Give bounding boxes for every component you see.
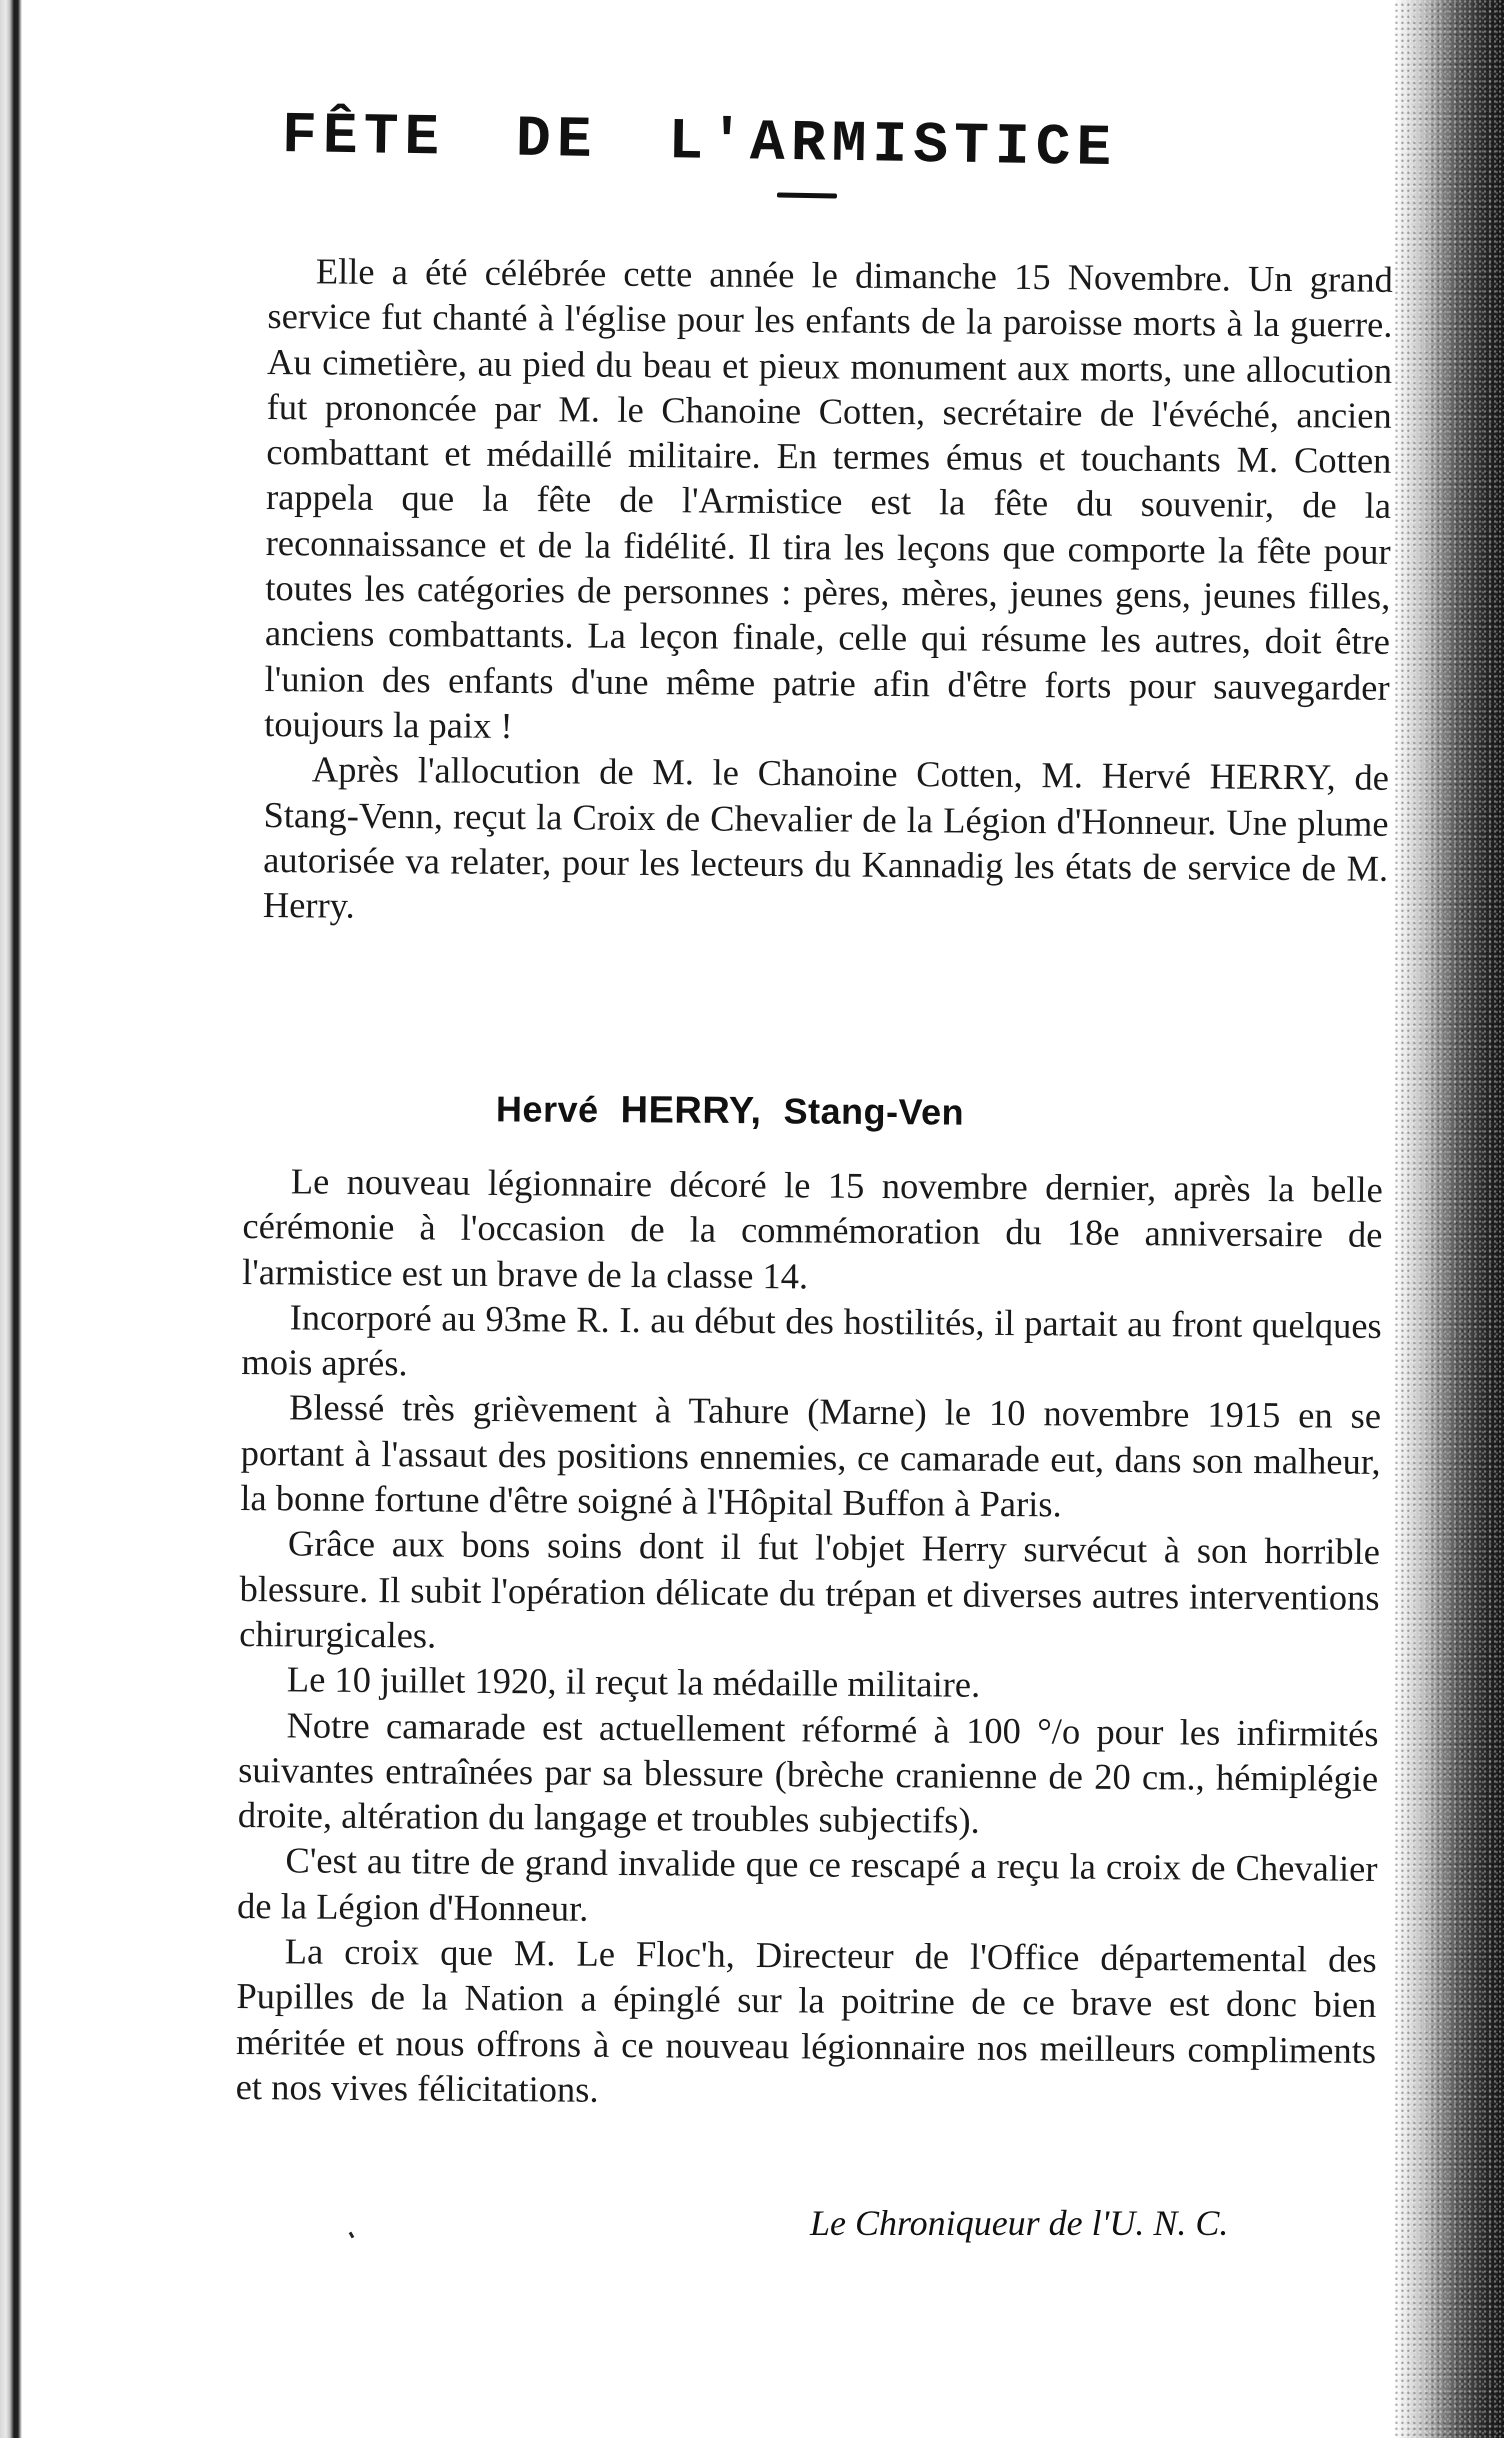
signature: Le Chroniqueur de l'U. N. C.	[810, 2203, 1229, 2243]
page-scan-shadow	[1394, 0, 1504, 2438]
bio-paragraph: Le nouveau légionnaire décoré le 15 novembre dernier, après la belle cérémonie à l'occasion de la commémoration du 18e anniversaire de l'armistice est un brave de la classe 14.	[241, 1160, 1383, 1297]
herry-biography	[236, 1158, 1383, 2118]
article-paragraph: Elle a été célébrée cette année le dimanche 15 Novembre. Un grand service fut chanté à l'église pour les enfants de la paroisse morts à la guerre. Au cimetière, au pied du beau et pieux monument aux morts, une allocution fut prononcée par M. le Chanoine Cotten, secrétaire de l'évéché, ancien combattant et médaillé militaire. En termes émus et touchants M. Cotten rappela que la fête de l'Armistice est la fête du souvenir, de la reconnaissance et de la fidélité. Il tira les leçons que comporte la fête pour toutes les catégories de personnes : pères, mères, jeunes gens, jeunes filles, anciens combattants. La leçon finale, celle qui résume les autres, doit être l'union des enfants d'une même patrie afin d'être forts pour sauvegarder toujours la paix !	[264, 250, 1393, 746]
article-paragraph: Après l'allocution de M. le Chanoine Cotten, M. Hervé HERRY, de Stang-Venn, reçut la Croix de Chevalier de la Légion d'Honneur. Une plume autorisée va relater, pour les lecteurs du Kannadig les états de service de M. Herry.	[262, 748, 1390, 926]
title-divider	[777, 192, 837, 198]
bio-paragraph: Incorporé au 93me R. I. au début des hostilités, il partait au front quelques mois aprés.	[241, 1296, 1382, 1384]
bio-paragraph: C'est au titre de grand invalide que ce rescapé a reçu la croix de Chevalier de la Légion d'Honneur.	[236, 1839, 1378, 1929]
page-title: FÊTE DE L'ARMISTICE	[281, 104, 1118, 183]
heading-place: Stang-Ven	[783, 1090, 965, 1133]
bio-paragraph: Le 10 juillet 1920, il reçut la médaille militaire.	[286, 1658, 981, 1706]
section-heading	[496, 1088, 964, 1134]
bio-paragraph: Blessé très grièvement à Tahure (Marne) le 10 novembre 1915 en se portant à l'assaut des positions ennemies, ce camarade eut, dans son malheur, la bonne fortune d'être soigné à l'Hôpital Buffon à Paris.	[240, 1386, 1382, 1525]
bio-paragraph: Grâce aux bons soins dont il fut l'objet Herry survécut à son horrible blessure. Il subit l'opération délicate du trépan et diverses autres interventions chirurgicales.	[239, 1522, 1381, 1656]
ink-speck	[349, 2232, 355, 2239]
bio-paragraph: La croix que M. Le Floc'h, Directeur de l'Office départemental des Pupilles de la Nation a épinglé sur la poitrine de ce brave est donc bien méritée et nous offrons à ce nouveau légionnaire nos meilleurs compliments et nos vives félicitations.	[235, 1930, 1377, 2110]
bio-paragraph: Notre camarade est actuellement réformé à 100 °/o pour les infirmités suivantes entraînées par sa blessure (brèche cranienne de 20 cm., hémiplégie droite, altération du langage et troubles subjectifs).	[237, 1703, 1379, 1841]
page-binding-edge	[0, 0, 22, 2438]
armistice-article	[263, 248, 1393, 936]
heading-first-name: Hervé	[495, 1088, 599, 1131]
heading-last-name: HERRY,	[620, 1089, 762, 1133]
